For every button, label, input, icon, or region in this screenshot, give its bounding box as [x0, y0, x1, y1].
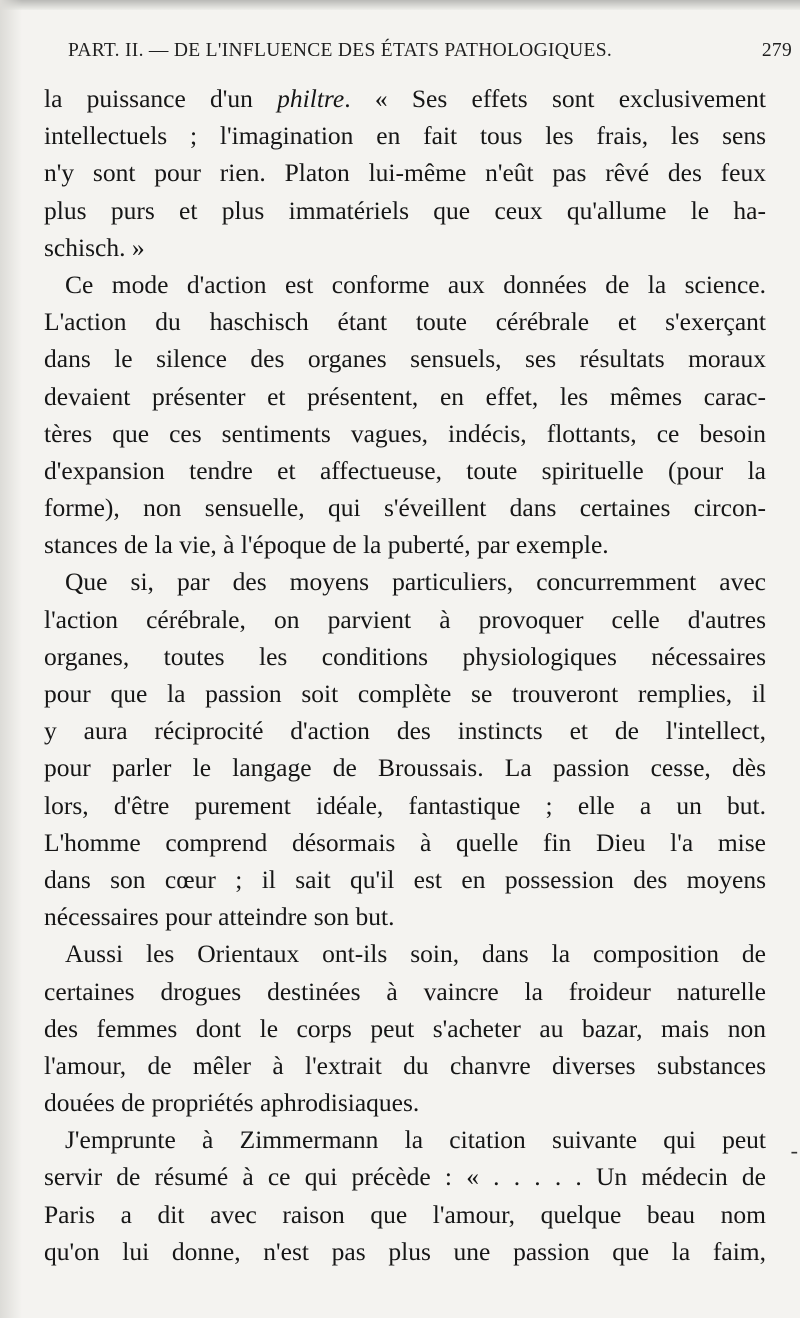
text-line: des femmes dont le corps peut s'acheter au bazar, mais non: [44, 1013, 766, 1043]
margin-mark: -: [790, 1138, 798, 1163]
text-line: intellectuels ; l'imagination en fait tous les frais, les sens: [44, 121, 766, 151]
text-line: Que si, par des moyens particuliers, concurremment avec: [65, 567, 766, 597]
text-line: pour parler le langage de Broussais. La passion cesse, dès: [44, 753, 766, 783]
text-line: plus purs et plus immatériels que ceux qu'allume le ha-: [44, 195, 766, 225]
text-line: l'amour, de mêler à l'extrait du chanvre diverses substances: [44, 1050, 766, 1080]
text-line: organes, toutes les conditions physiologiques nécessaires: [44, 641, 766, 671]
text-line: lors, d'être purement idéale, fantastique ; elle a un but.: [44, 790, 766, 820]
emphasis-word: philtre: [277, 84, 345, 113]
page-gutter-shadow: [0, 0, 22, 1318]
text-line: Ce mode d'action est conforme aux données de la science.: [65, 269, 766, 299]
text-line: L'action du haschisch étant toute cérébrale et s'exerçant: [44, 307, 766, 337]
running-header-title: PART. II. — DE L'INFLUENCE DES ÉTATS PATHOLOGIQUES.: [68, 40, 613, 61]
running-header: [68, 40, 796, 70]
text-line: schisch. »: [44, 232, 145, 262]
text-line: servir de résumé à ce qui précède : « . . . . . Un médecin de: [44, 1162, 766, 1192]
text-line: J'emprunte à Zimmermann la citation suivante qui peut: [65, 1125, 766, 1155]
text-line: douées de propriétés aphrodisiaques.: [44, 1088, 420, 1118]
text-line: d'expansion tendre et affectueuse, toute spirituelle (pour la: [44, 455, 766, 485]
page-number: 279: [761, 40, 792, 61]
text-line: qu'on lui donne, n'est pas plus une passion que la faim,: [44, 1236, 766, 1266]
text-line: Aussi les Orientaux ont-ils soin, dans la composition de: [65, 939, 766, 969]
text-line: forme), non sensuelle, qui s'éveillent dans certaines circon-: [44, 493, 766, 523]
text-line: dans le silence des organes sensuels, ses résultats moraux: [44, 344, 766, 374]
text-line: la puissance d'un philtre. « Ses effets sont exclusivement: [44, 84, 766, 113]
text-line: tères que ces sentiments vagues, indécis, flottants, ce besoin: [44, 418, 766, 448]
body-text: [44, 80, 766, 1270]
text-line: nécessaires pour atteindre son but.: [44, 902, 395, 932]
text-line: certaines drogues destinées à vaincre la froideur naturelle: [44, 976, 766, 1006]
text-line: l'action cérébrale, on parvient à provoquer celle d'autres: [44, 604, 766, 634]
text-line: Paris a dit avec raison que l'amour, quelque beau nom: [44, 1199, 766, 1229]
text-line: n'y sont pour rien. Platon lui-même n'eût pas rêvé des feux: [44, 158, 766, 188]
text-line: devaient présenter et présentent, en effet, les mêmes carac-: [44, 381, 766, 411]
text-line: pour que la passion soit complète se trouveront remplies, il: [44, 679, 766, 708]
page-top-edge: [0, 0, 800, 10]
text-line: L'homme comprend désormais à quelle fin Dieu l'a mise: [44, 827, 766, 857]
text-line: stances de la vie, à l'époque de la puberté, par exemple.: [44, 530, 609, 560]
text-line: dans son cœur ; il sait qu'il est en possession des moyens: [44, 864, 766, 894]
text-line: y aura réciprocité d'action des instincts et de l'intellect,: [44, 716, 766, 746]
